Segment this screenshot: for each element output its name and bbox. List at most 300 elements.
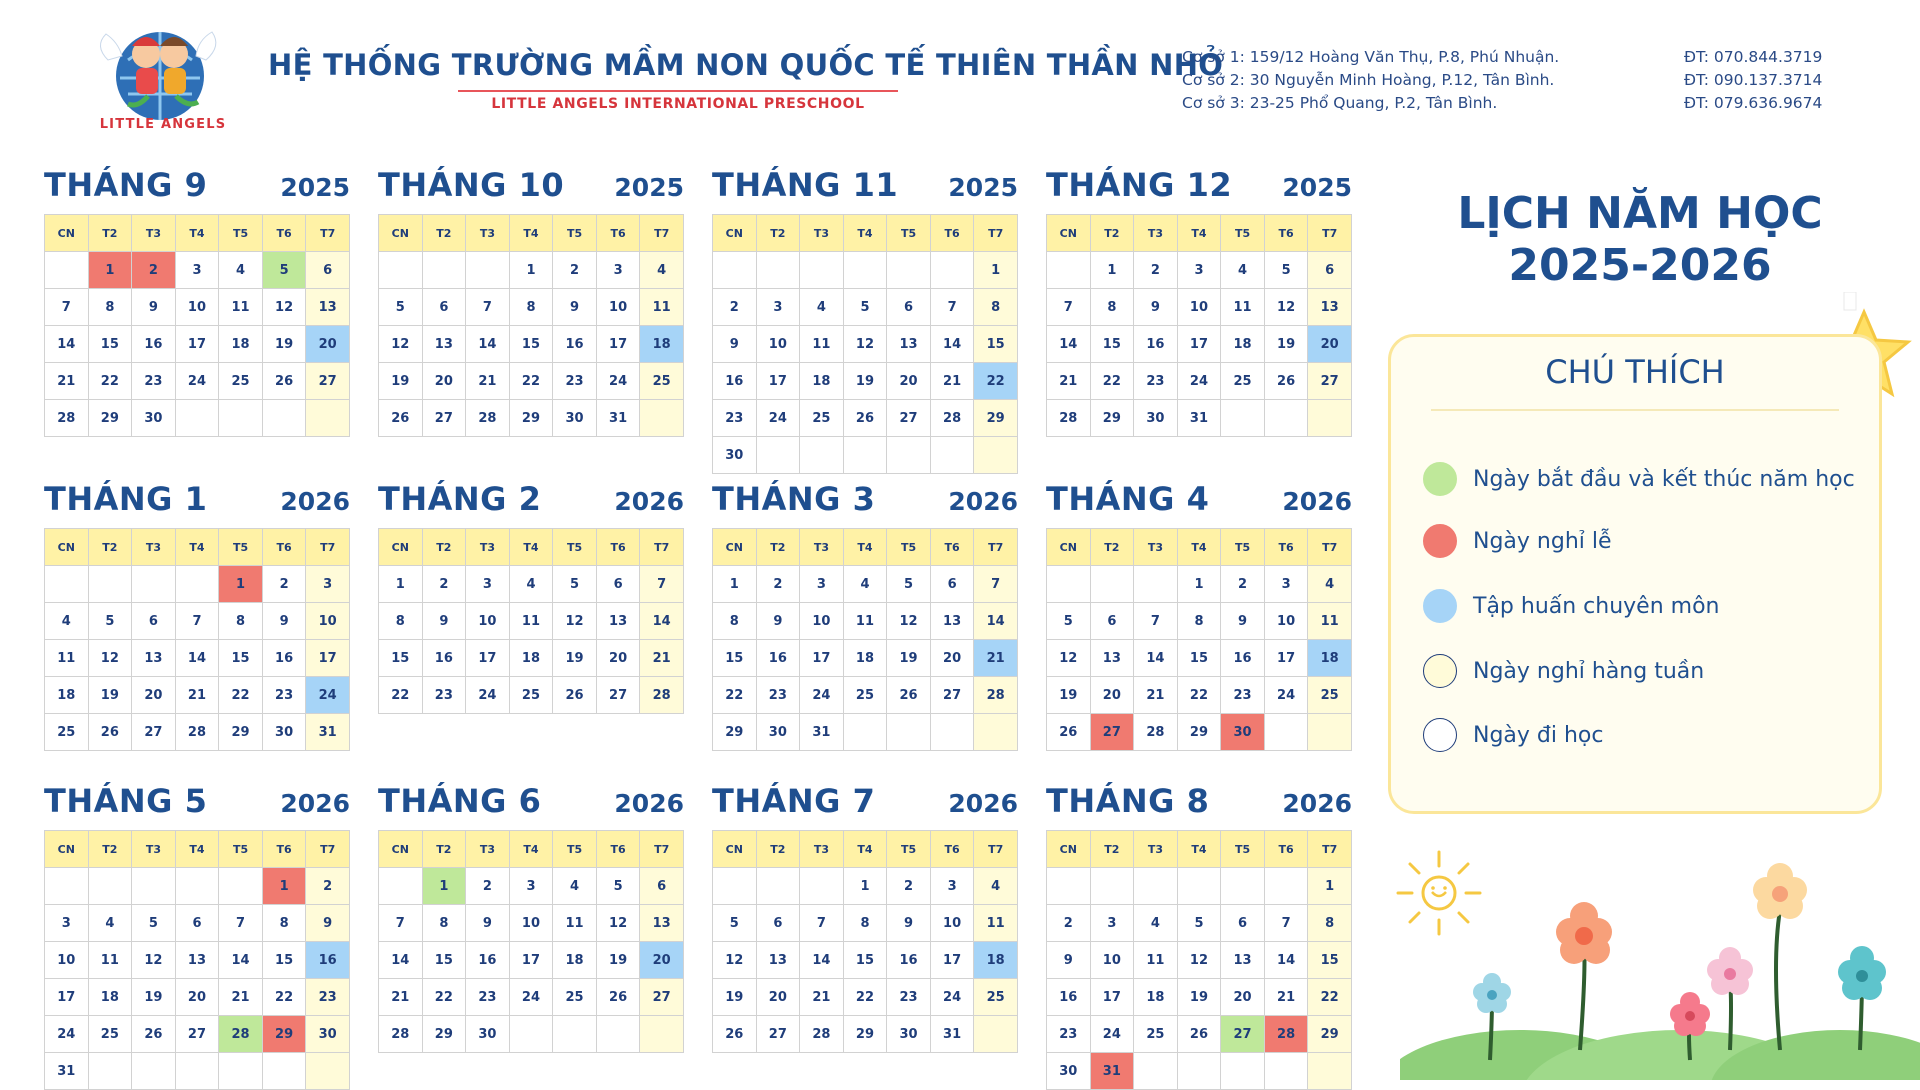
day-cell: 5 [596, 868, 640, 905]
red-dot-icon [1423, 524, 1457, 558]
day-cell: 30 [1134, 400, 1178, 437]
month-calendar [378, 162, 684, 437]
day-cell: 22 [509, 363, 553, 400]
day-cell [930, 252, 974, 289]
day-cell: 8 [219, 603, 263, 640]
weekday-header: CN [713, 831, 757, 868]
day-cell: 3 [756, 289, 800, 326]
day-cell: 28 [800, 1016, 844, 1053]
month-year: 2026 [614, 487, 684, 516]
day-cell: 30 [306, 1016, 350, 1053]
day-cell: 1 [262, 868, 306, 905]
day-cell: 31 [800, 714, 844, 751]
orange-flower-icon [1556, 902, 1612, 964]
weekday-header: T6 [930, 215, 974, 252]
day-cell: 24 [1090, 1016, 1134, 1053]
day-cell: 5 [1047, 603, 1091, 640]
day-cell: 16 [756, 640, 800, 677]
school-year-title [1390, 188, 1890, 292]
week-row [1047, 566, 1352, 603]
month-header [712, 162, 1018, 204]
weekday-header: T7 [974, 831, 1018, 868]
day-cell: 7 [175, 603, 219, 640]
day-cell: 25 [974, 979, 1018, 1016]
day-cell: 13 [1090, 640, 1134, 677]
day-cell: 2 [306, 868, 350, 905]
day-cell: 24 [1264, 677, 1308, 714]
day-cell: 21 [640, 640, 684, 677]
day-cell: 26 [88, 714, 132, 751]
day-cell: 26 [713, 1016, 757, 1053]
day-cell: 7 [930, 289, 974, 326]
day-cell: 4 [1134, 905, 1178, 942]
day-cell: 31 [1177, 400, 1221, 437]
day-cell: 6 [1308, 252, 1352, 289]
day-cell: 3 [1177, 252, 1221, 289]
day-cell: 12 [887, 603, 931, 640]
month-header [1046, 162, 1352, 204]
day-cell: 26 [1177, 1016, 1221, 1053]
day-cell: 26 [843, 400, 887, 437]
day-cell: 21 [466, 363, 510, 400]
month-name: THÁNG 11 [712, 166, 899, 204]
day-cell: 11 [553, 905, 597, 942]
day-cell: 21 [175, 677, 219, 714]
day-cell: 22 [1308, 979, 1352, 1016]
legend-label: Ngày nghỉ lễ [1473, 528, 1612, 554]
day-cell: 8 [843, 905, 887, 942]
month-year: 2026 [948, 487, 1018, 516]
day-cell: 26 [262, 363, 306, 400]
month-header [1046, 476, 1352, 518]
day-cell: 3 [306, 566, 350, 603]
day-cell: 17 [930, 942, 974, 979]
month-name: THÁNG 1 [44, 480, 208, 518]
day-cell: 9 [756, 603, 800, 640]
day-cell: 4 [509, 566, 553, 603]
week-row [713, 566, 1018, 603]
day-cell: 12 [1264, 289, 1308, 326]
day-cell: 24 [175, 363, 219, 400]
day-cell: 12 [132, 942, 176, 979]
day-cell [175, 400, 219, 437]
day-cell: 30 [132, 400, 176, 437]
day-cell: 16 [422, 640, 466, 677]
weekday-header: T4 [843, 215, 887, 252]
day-cell: 24 [466, 677, 510, 714]
weekday-header-row [713, 215, 1018, 252]
day-cell: 29 [843, 1016, 887, 1053]
month-calendar [712, 476, 1018, 751]
day-cell: 22 [379, 677, 423, 714]
day-cell [930, 714, 974, 751]
day-cell: 13 [640, 905, 684, 942]
day-cell: 11 [1134, 942, 1178, 979]
week-row [379, 566, 684, 603]
weekday-header: T7 [974, 215, 1018, 252]
day-cell: 18 [88, 979, 132, 1016]
day-cell: 2 [1047, 905, 1091, 942]
day-cell: 27 [756, 1016, 800, 1053]
day-cell: 2 [1221, 566, 1265, 603]
day-cell: 13 [132, 640, 176, 677]
weekday-header: T5 [553, 529, 597, 566]
day-cell: 12 [713, 942, 757, 979]
month-year: 2025 [614, 173, 684, 202]
day-cell: 14 [1134, 640, 1178, 677]
day-cell [756, 868, 800, 905]
day-cell: 3 [45, 905, 89, 942]
day-cell: 1 [379, 566, 423, 603]
week-row [1047, 905, 1352, 942]
day-cell: 1 [509, 252, 553, 289]
week-row [713, 868, 1018, 905]
day-cell: 11 [800, 326, 844, 363]
day-cell: 5 [132, 905, 176, 942]
day-cell [1047, 566, 1091, 603]
week-row [713, 252, 1018, 289]
day-cell: 13 [596, 603, 640, 640]
day-cell [843, 437, 887, 474]
day-cell: 25 [45, 714, 89, 751]
day-cell: 18 [509, 640, 553, 677]
week-row [45, 289, 350, 326]
day-cell: 16 [1134, 326, 1178, 363]
weekday-header: CN [379, 831, 423, 868]
week-row [45, 400, 350, 437]
day-cell: 24 [45, 1016, 89, 1053]
day-cell: 6 [175, 905, 219, 942]
month-name: THÁNG 12 [1046, 166, 1233, 204]
weekday-header: CN [713, 529, 757, 566]
day-cell [1264, 868, 1308, 905]
day-cell: 1 [974, 252, 1018, 289]
month-name: THÁNG 3 [712, 480, 876, 518]
week-row [379, 942, 684, 979]
day-cell: 4 [1308, 566, 1352, 603]
weekday-header: T4 [509, 215, 553, 252]
weekday-header: T5 [553, 831, 597, 868]
day-cell: 2 [553, 252, 597, 289]
day-cell: 26 [596, 979, 640, 1016]
day-cell: 29 [219, 714, 263, 751]
weekday-header: T4 [509, 529, 553, 566]
day-cell: 23 [1047, 1016, 1091, 1053]
legend-label: Ngày nghỉ hàng tuần [1473, 658, 1705, 684]
day-cell: 16 [132, 326, 176, 363]
day-cell: 1 [1177, 566, 1221, 603]
week-row [1047, 1053, 1352, 1090]
campus-1-address: Cơ sở 1: 159/12 Hoàng Văn Thụ, P.8, Phú Nhuận. [1182, 48, 1560, 66]
day-cell: 7 [974, 566, 1018, 603]
day-cell: 11 [974, 905, 1018, 942]
day-cell: 28 [640, 677, 684, 714]
day-cell: 28 [974, 677, 1018, 714]
day-cell [1264, 714, 1308, 751]
week-row [713, 640, 1018, 677]
day-cell [1047, 868, 1091, 905]
legend-divider [1431, 409, 1839, 411]
week-row [45, 252, 350, 289]
weekday-header: T6 [262, 215, 306, 252]
month-calendar [1046, 162, 1352, 437]
month-table [44, 214, 350, 437]
day-cell: 4 [219, 252, 263, 289]
day-cell: 31 [1090, 1053, 1134, 1090]
weekday-header: CN [713, 215, 757, 252]
month-table [712, 830, 1018, 1053]
month-calendar [712, 162, 1018, 474]
day-cell: 25 [1308, 677, 1352, 714]
day-cell: 9 [306, 905, 350, 942]
day-cell: 11 [843, 603, 887, 640]
day-cell: 17 [596, 326, 640, 363]
legend-label: Ngày đi học [1473, 722, 1604, 748]
campus-3-address: Cơ sở 3: 23-25 Phổ Quang, P.2, Tân Bình. [1182, 94, 1498, 112]
day-cell: 24 [930, 979, 974, 1016]
day-cell: 6 [930, 566, 974, 603]
weekday-header: T7 [974, 529, 1018, 566]
day-cell: 14 [974, 603, 1018, 640]
week-row [45, 1016, 350, 1053]
month-name: THÁNG 5 [44, 782, 208, 820]
day-cell: 22 [422, 979, 466, 1016]
day-cell: 31 [45, 1053, 89, 1090]
day-cell: 10 [509, 905, 553, 942]
month-table [378, 830, 684, 1053]
weekday-header: T7 [306, 215, 350, 252]
day-cell [1264, 1053, 1308, 1090]
day-cell: 5 [553, 566, 597, 603]
day-cell: 16 [553, 326, 597, 363]
day-cell: 30 [1047, 1053, 1091, 1090]
day-cell: 17 [1090, 979, 1134, 1016]
weekday-header: T5 [553, 215, 597, 252]
day-cell: 24 [800, 677, 844, 714]
day-cell: 27 [640, 979, 684, 1016]
day-cell: 6 [306, 252, 350, 289]
day-cell [45, 566, 89, 603]
day-cell: 2 [262, 566, 306, 603]
day-cell [306, 400, 350, 437]
day-cell [553, 1016, 597, 1053]
day-cell: 17 [45, 979, 89, 1016]
day-cell: 5 [88, 603, 132, 640]
weekday-header: T7 [640, 831, 684, 868]
weekday-header: T3 [800, 831, 844, 868]
day-cell: 22 [713, 677, 757, 714]
week-row [379, 868, 684, 905]
day-cell: 28 [466, 400, 510, 437]
day-cell: 4 [88, 905, 132, 942]
month-year: 2026 [280, 487, 350, 516]
day-cell: 12 [379, 326, 423, 363]
weekday-header-row [1047, 215, 1352, 252]
legend-label: Ngày bắt đầu và kết thúc năm học [1473, 466, 1855, 492]
month-header [44, 162, 350, 204]
day-cell: 14 [379, 942, 423, 979]
day-cell: 6 [1090, 603, 1134, 640]
week-row [713, 363, 1018, 400]
month-calendar [378, 778, 684, 1053]
month-year: 2026 [1282, 789, 1352, 818]
day-cell: 10 [466, 603, 510, 640]
day-cell: 27 [887, 400, 931, 437]
day-cell: 7 [1134, 603, 1178, 640]
day-cell: 28 [930, 400, 974, 437]
day-cell: 23 [1221, 677, 1265, 714]
legend-item-school-day [1423, 715, 1604, 755]
weekday-header: T6 [1264, 831, 1308, 868]
day-cell: 17 [800, 640, 844, 677]
month-header [44, 476, 350, 518]
day-cell [88, 868, 132, 905]
weekday-header: T2 [756, 215, 800, 252]
weekday-header: T6 [596, 215, 640, 252]
weekday-header: T3 [800, 529, 844, 566]
week-row [45, 979, 350, 1016]
campus-addresses [1182, 46, 1559, 115]
day-cell: 18 [45, 677, 89, 714]
day-cell [379, 252, 423, 289]
day-cell: 1 [713, 566, 757, 603]
weekday-header: CN [379, 529, 423, 566]
day-cell: 9 [466, 905, 510, 942]
school-subtitle: LITTLE ANGELS INTERNATIONAL PRESCHOOL [491, 96, 865, 112]
day-cell: 31 [930, 1016, 974, 1053]
day-cell: 6 [640, 868, 684, 905]
school-logo [88, 16, 238, 132]
day-cell: 7 [466, 289, 510, 326]
weekday-header: T3 [132, 831, 176, 868]
day-cell [262, 400, 306, 437]
week-row [1047, 252, 1352, 289]
day-cell: 20 [640, 942, 684, 979]
day-cell: 21 [800, 979, 844, 1016]
day-cell [974, 437, 1018, 474]
day-cell: 1 [88, 252, 132, 289]
day-cell: 8 [1308, 905, 1352, 942]
day-cell: 8 [88, 289, 132, 326]
day-cell: 18 [800, 363, 844, 400]
week-row [45, 905, 350, 942]
week-row [1047, 400, 1352, 437]
day-cell: 26 [553, 677, 597, 714]
day-cell: 20 [930, 640, 974, 677]
day-cell [1264, 400, 1308, 437]
day-cell: 29 [1090, 400, 1134, 437]
weekday-header: T2 [1090, 215, 1134, 252]
day-cell: 2 [756, 566, 800, 603]
weekday-header: T2 [88, 529, 132, 566]
day-cell: 11 [45, 640, 89, 677]
day-cell: 12 [1177, 942, 1221, 979]
day-cell: 19 [379, 363, 423, 400]
day-cell: 15 [422, 942, 466, 979]
week-row [713, 979, 1018, 1016]
day-cell: 31 [596, 400, 640, 437]
day-cell: 3 [175, 252, 219, 289]
weekday-header-row [45, 831, 350, 868]
weekday-header-row [45, 215, 350, 252]
day-cell [88, 1053, 132, 1090]
month-calendar [44, 162, 350, 437]
day-cell: 21 [930, 363, 974, 400]
day-cell: 13 [1221, 942, 1265, 979]
day-cell: 22 [1090, 363, 1134, 400]
day-cell: 1 [1090, 252, 1134, 289]
day-cell: 6 [132, 603, 176, 640]
day-cell [132, 566, 176, 603]
day-cell: 19 [132, 979, 176, 1016]
day-cell [175, 566, 219, 603]
week-row [1047, 868, 1352, 905]
month-header [712, 476, 1018, 518]
day-cell: 10 [1177, 289, 1221, 326]
day-cell: 8 [713, 603, 757, 640]
day-cell: 23 [132, 363, 176, 400]
legend-item-start-end [1423, 459, 1855, 499]
day-cell: 21 [45, 363, 89, 400]
school-year-heading: LỊCH NĂM HỌC [1457, 188, 1823, 239]
day-cell: 22 [843, 979, 887, 1016]
day-cell [132, 1053, 176, 1090]
day-cell: 30 [713, 437, 757, 474]
month-year: 2026 [280, 789, 350, 818]
weekday-header-row [1047, 529, 1352, 566]
day-cell: 15 [262, 942, 306, 979]
day-cell: 22 [262, 979, 306, 1016]
month-table [44, 830, 350, 1090]
day-cell: 25 [88, 1016, 132, 1053]
legend-item-holiday [1423, 521, 1612, 561]
day-cell: 18 [640, 326, 684, 363]
day-cell: 24 [306, 677, 350, 714]
day-cell: 29 [1177, 714, 1221, 751]
day-cell: 15 [88, 326, 132, 363]
weekday-header: T7 [306, 529, 350, 566]
weekday-header: T7 [1308, 831, 1352, 868]
day-cell: 4 [800, 289, 844, 326]
day-cell [88, 566, 132, 603]
weekday-header: T5 [887, 529, 931, 566]
week-row [45, 363, 350, 400]
month-table [1046, 528, 1352, 751]
month-header [712, 778, 1018, 820]
day-cell [713, 252, 757, 289]
legend-item-weekly-off [1423, 651, 1704, 691]
day-cell: 3 [596, 252, 640, 289]
month-table [44, 528, 350, 751]
day-cell: 5 [887, 566, 931, 603]
weekday-header: CN [379, 215, 423, 252]
day-cell: 16 [887, 942, 931, 979]
day-cell [1090, 566, 1134, 603]
day-cell [306, 1053, 350, 1090]
school-title-block [268, 48, 1224, 112]
week-row [379, 905, 684, 942]
weekday-header: T2 [88, 215, 132, 252]
day-cell: 7 [379, 905, 423, 942]
day-cell: 30 [553, 400, 597, 437]
weekday-header-row [1047, 831, 1352, 868]
day-cell: 16 [306, 942, 350, 979]
blue-dot-icon [1423, 589, 1457, 623]
day-cell: 3 [1090, 905, 1134, 942]
day-cell: 30 [1221, 714, 1265, 751]
weekday-header: CN [1047, 831, 1091, 868]
day-cell: 14 [45, 326, 89, 363]
